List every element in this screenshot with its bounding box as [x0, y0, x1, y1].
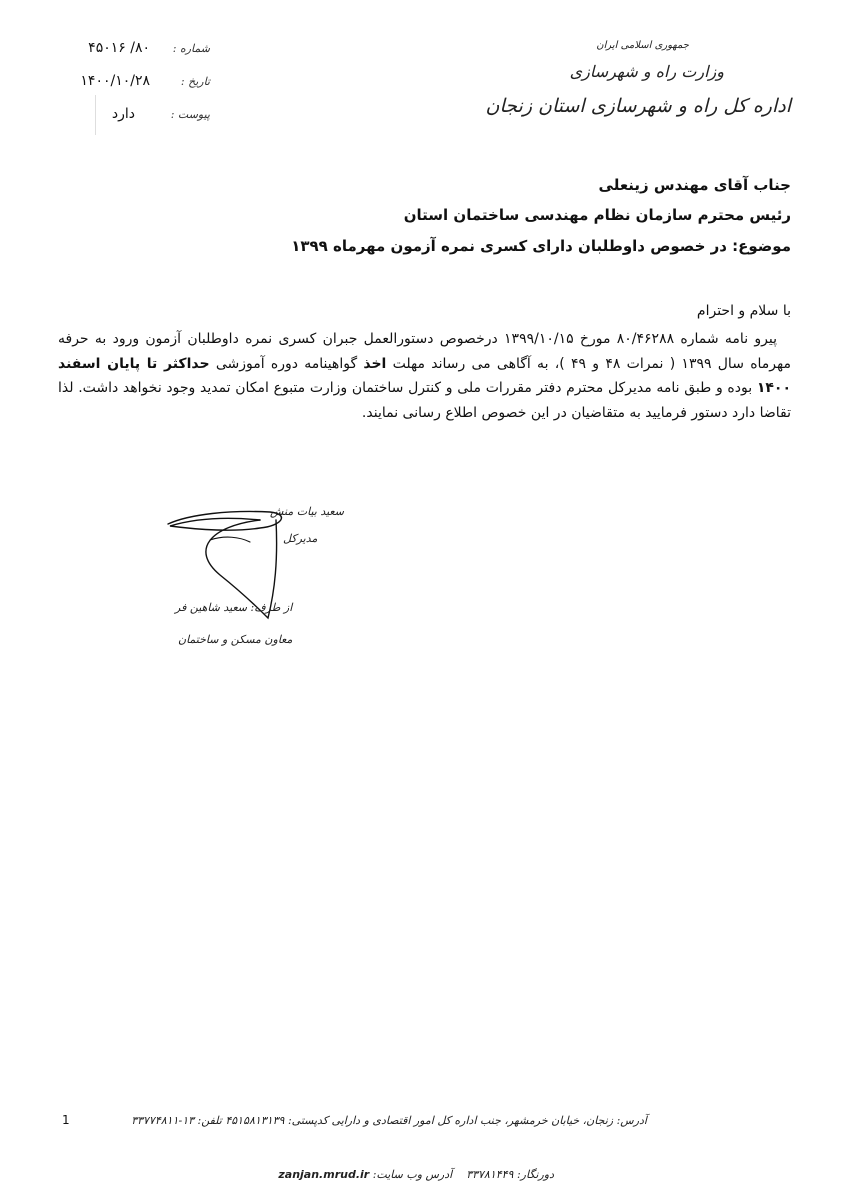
website-link[interactable]: zanjan.mrud.ir	[278, 1168, 370, 1181]
addressee-title: رئیس محترم سازمان نظام مهندسی ساختمان استان	[403, 206, 791, 224]
number-value: ۸۰/ ۴۵۰۱۶	[88, 40, 150, 56]
addressee-name: جناب آقای مهندس زینعلی	[598, 176, 791, 194]
meta-date	[50, 73, 210, 95]
signer-name: سعید بیات منش	[270, 505, 344, 518]
body-text-3: بوده و طبق نامه مدیرکل محترم دفتر مقررات ملی و کنترل ساختمان وزارت متبوع امکان تمدید وجود نخواهد داشت. لذا تقاضا دارد دستور فرمایید به متقاضیان در این خصوص اطلاع رسانی نمایند.	[58, 380, 791, 421]
body-bold-2: حداکثر تا پایان اسفند ۱۴۰۰	[58, 355, 792, 396]
body-paragraph	[58, 327, 791, 425]
attachment-value: دارد	[111, 106, 135, 122]
meta-divider	[95, 95, 96, 135]
fax-number: دورنگار: ۳۳۷۸۱۴۴۹	[466, 1168, 554, 1181]
date-value: ۱۴۰۰/۱۰/۲۸	[80, 73, 150, 89]
signer-on-behalf: از طرف: سعید شاهین فر	[175, 601, 293, 614]
page-number: 1	[62, 1113, 70, 1127]
attachment-label: پیوست :	[170, 108, 210, 121]
signer-deputy: معاون مسکن و ساختمان	[178, 633, 293, 646]
letterhead-department: اداره کل راه و شهرسازی استان زنجان	[485, 95, 791, 117]
signer-title: مدیرکل	[283, 532, 318, 545]
footer-address: آدرس: زنجان، خیابان خرمشهر، جنب اداره کل امور اقتصادی و دارایی کدپستی: ۴۵۱۵۸۱۳۱۳۹ تلفن: ۱۳-۳۳۷۷۴۸۱۱	[131, 1114, 647, 1127]
body-text-2: گواهینامه دوره آموزشی	[215, 355, 358, 372]
letterhead-country: جمهوری اسلامی ایران	[596, 40, 689, 51]
number-label: شماره :	[172, 42, 210, 55]
meta-number	[50, 40, 210, 62]
body-text-1: پیرو نامه شماره ۸۰/۴۶۲۸۸ مورخ ۱۳۹۹/۱۰/۱۵ درخصوص دستورالعمل جبران کسری نمره داوطلبان آزمون ورود به حرفه مهرماه سال ۱۳۹۹ ( نمرات ۴۸ و ۴۹ )، به آگاهی می رساند مهلت	[58, 331, 791, 372]
letter-subject: موضوع: در خصوص داوطلبان دارای کسری نمره آزمون مهرماه ۱۳۹۹	[291, 237, 791, 255]
footer-website-row	[278, 1168, 554, 1181]
meta-attachment	[50, 106, 210, 128]
website-label: آدرس وب سایت:	[372, 1168, 453, 1181]
body-bold-1: اخذ	[363, 355, 387, 372]
greeting: با سلام و احترام	[696, 303, 791, 319]
letterhead-ministry: وزارت راه و شهرسازی	[569, 62, 724, 81]
date-label: تاریخ :	[180, 75, 210, 88]
